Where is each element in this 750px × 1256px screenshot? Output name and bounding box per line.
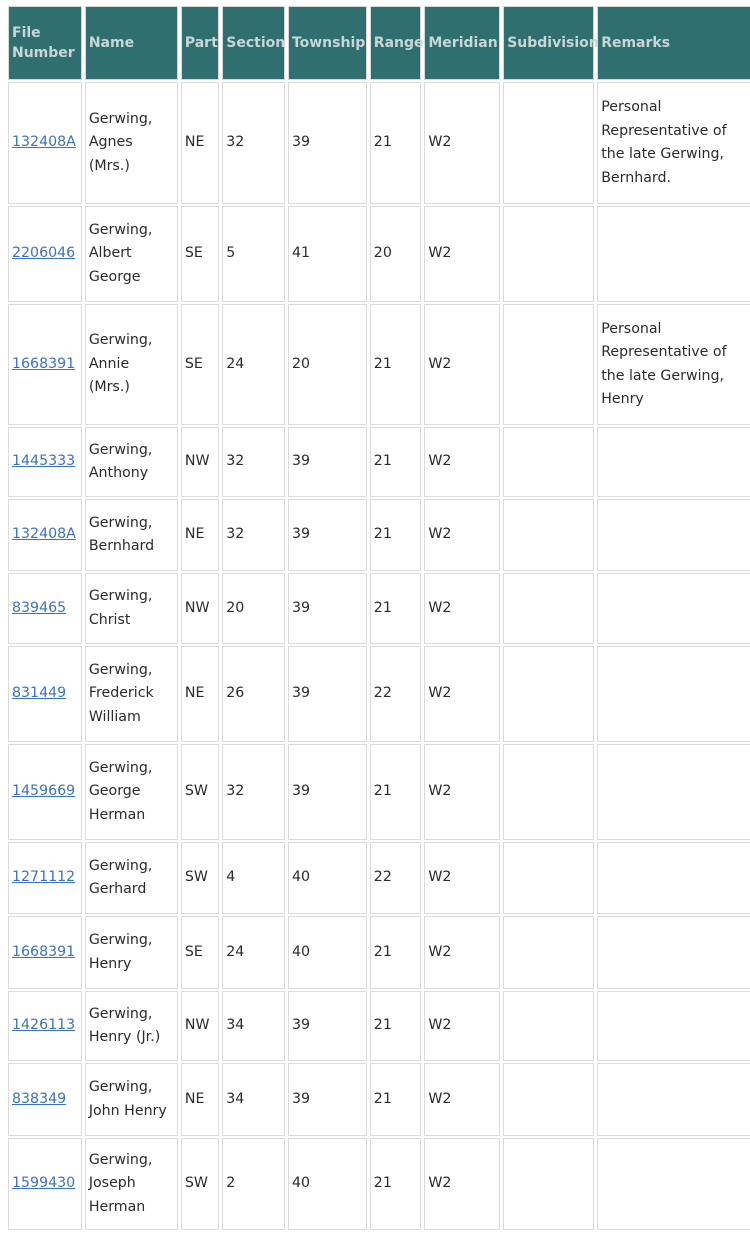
- subdivision-cell: [503, 744, 594, 840]
- range-cell: 21: [370, 991, 422, 1061]
- part-cell: NE: [181, 499, 219, 571]
- subdivision-cell: [503, 646, 594, 742]
- township-cell: 20: [288, 304, 367, 425]
- part-cell: SW: [181, 1138, 219, 1230]
- section-cell: 34: [222, 991, 285, 1061]
- township-cell: 39: [288, 427, 367, 497]
- file-number-cell: [8, 646, 82, 742]
- table-row: [8, 1063, 750, 1136]
- header-file-number: File Number: [8, 6, 82, 80]
- file-number-cell: [8, 916, 82, 989]
- table-row: [8, 916, 750, 989]
- township-cell: 39: [288, 991, 367, 1061]
- section-cell: 32: [222, 427, 285, 497]
- meridian-cell: W2: [424, 206, 500, 302]
- range-cell: 22: [370, 646, 422, 742]
- remarks-cell: [597, 1138, 750, 1230]
- file-number-link[interactable]: 1668391: [12, 355, 76, 372]
- section-cell: 32: [222, 499, 285, 571]
- name-cell: Gerwing, George Herman: [85, 744, 178, 840]
- table-row: [8, 991, 750, 1061]
- name-cell: Gerwing, Henry (Jr.): [85, 991, 178, 1061]
- file-number-cell: [8, 82, 82, 204]
- remarks-cell: [597, 916, 750, 989]
- subdivision-cell: [503, 1063, 594, 1136]
- remarks-cell: Personal Representative of the late Gerwing, Bernhard.: [597, 82, 750, 204]
- township-cell: 40: [288, 916, 367, 989]
- name-cell: Gerwing, Christ: [85, 573, 178, 644]
- range-cell: 21: [370, 1138, 422, 1230]
- part-cell: NE: [181, 1063, 219, 1136]
- file-number-cell: [8, 427, 82, 497]
- township-cell: 39: [288, 744, 367, 840]
- subdivision-cell: [503, 573, 594, 644]
- township-cell: 39: [288, 573, 367, 644]
- township-cell: 41: [288, 206, 367, 302]
- table-row: [8, 573, 750, 644]
- name-cell: Gerwing, Agnes (Mrs.): [85, 82, 178, 204]
- range-cell: 21: [370, 744, 422, 840]
- meridian-cell: W2: [424, 916, 500, 989]
- part-cell: SW: [181, 744, 219, 840]
- file-number-cell: [8, 1138, 82, 1230]
- name-cell: Gerwing, Annie (Mrs.): [85, 304, 178, 425]
- remarks-cell: [597, 991, 750, 1061]
- range-cell: 21: [370, 1063, 422, 1136]
- meridian-cell: W2: [424, 427, 500, 497]
- township-cell: 39: [288, 646, 367, 742]
- table-row: [8, 842, 750, 914]
- file-number-link[interactable]: 1445333: [12, 453, 76, 470]
- meridian-cell: W2: [424, 1063, 500, 1136]
- section-cell: 26: [222, 646, 285, 742]
- table-row: [8, 206, 750, 302]
- table-row: [8, 1138, 750, 1230]
- table-row: [8, 427, 750, 497]
- section-cell: 34: [222, 1063, 285, 1136]
- part-cell: NW: [181, 427, 219, 497]
- file-number-cell: [8, 1063, 82, 1136]
- part-cell: SE: [181, 206, 219, 302]
- header-remarks: Remarks: [597, 6, 750, 80]
- file-number-link[interactable]: 1426113: [12, 1017, 76, 1034]
- range-cell: 21: [370, 499, 422, 571]
- land-records-table: [5, 4, 750, 1232]
- meridian-cell: W2: [424, 646, 500, 742]
- file-number-cell: [8, 744, 82, 840]
- remarks-cell: [597, 646, 750, 742]
- name-cell: Gerwing, Albert George: [85, 206, 178, 302]
- file-number-cell: [8, 206, 82, 302]
- file-number-link[interactable]: 1271112: [12, 869, 76, 886]
- table-row: [8, 744, 750, 840]
- table-row: [8, 304, 750, 425]
- township-cell: 40: [288, 1138, 367, 1230]
- remarks-cell: [597, 427, 750, 497]
- subdivision-cell: [503, 842, 594, 914]
- name-cell: Gerwing, Joseph Herman: [85, 1138, 178, 1230]
- section-cell: 2: [222, 1138, 285, 1230]
- remarks-cell: [597, 744, 750, 840]
- file-number-link[interactable]: 1459669: [12, 783, 76, 800]
- table-row: [8, 82, 750, 204]
- part-cell: SW: [181, 842, 219, 914]
- file-number-link[interactable]: 132408A: [12, 526, 76, 543]
- range-cell: 22: [370, 842, 422, 914]
- meridian-cell: W2: [424, 573, 500, 644]
- range-cell: 21: [370, 82, 422, 204]
- meridian-cell: W2: [424, 991, 500, 1061]
- part-cell: NE: [181, 82, 219, 204]
- part-cell: NW: [181, 991, 219, 1061]
- remarks-cell: [597, 573, 750, 644]
- file-number-link[interactable]: 2206046: [12, 245, 76, 262]
- subdivision-cell: [503, 499, 594, 571]
- name-cell: Gerwing, Anthony: [85, 427, 178, 497]
- remarks-cell: [597, 1063, 750, 1136]
- header-row: [8, 6, 750, 80]
- meridian-cell: W2: [424, 744, 500, 840]
- table-row: [8, 499, 750, 571]
- meridian-cell: W2: [424, 1138, 500, 1230]
- range-cell: 21: [370, 573, 422, 644]
- remarks-cell: [597, 842, 750, 914]
- file-number-cell: [8, 573, 82, 644]
- township-cell: 39: [288, 499, 367, 571]
- subdivision-cell: [503, 82, 594, 204]
- part-cell: SE: [181, 304, 219, 425]
- part-cell: SE: [181, 916, 219, 989]
- township-cell: 39: [288, 82, 367, 204]
- section-cell: 5: [222, 206, 285, 302]
- name-cell: Gerwing, Bernhard: [85, 499, 178, 571]
- range-cell: 21: [370, 916, 422, 989]
- meridian-cell: W2: [424, 304, 500, 425]
- table-row: [8, 646, 750, 742]
- header-subdivision: Subdivision: [503, 6, 594, 80]
- subdivision-cell: [503, 1138, 594, 1230]
- subdivision-cell: [503, 916, 594, 989]
- name-cell: Gerwing, Gerhard: [85, 842, 178, 914]
- file-number-link[interactable]: 831449: [12, 685, 67, 702]
- header-meridian: Meridian: [424, 6, 500, 80]
- file-number-cell: [8, 991, 82, 1061]
- subdivision-cell: [503, 304, 594, 425]
- file-number-cell: [8, 842, 82, 914]
- header-name: Name: [85, 6, 178, 80]
- remarks-cell: [597, 499, 750, 571]
- remarks-cell: Personal Representative of the late Gerwing, Henry: [597, 304, 750, 425]
- part-cell: NW: [181, 573, 219, 644]
- file-number-link[interactable]: 1599430: [12, 1175, 76, 1192]
- file-number-link[interactable]: 132408A: [12, 134, 76, 151]
- header-range: Range: [370, 6, 422, 80]
- meridian-cell: W2: [424, 499, 500, 571]
- file-number-cell: [8, 304, 82, 425]
- range-cell: 20: [370, 206, 422, 302]
- file-number-link[interactable]: 838349: [12, 1090, 67, 1107]
- header-part: Part: [181, 6, 219, 80]
- meridian-cell: W2: [424, 82, 500, 204]
- name-cell: Gerwing, John Henry: [85, 1063, 178, 1136]
- section-cell: 4: [222, 842, 285, 914]
- township-cell: 39: [288, 1063, 367, 1136]
- section-cell: 32: [222, 744, 285, 840]
- township-cell: 40: [288, 842, 367, 914]
- section-cell: 24: [222, 916, 285, 989]
- header-township: Township: [288, 6, 367, 80]
- file-number-cell: [8, 499, 82, 571]
- range-cell: 21: [370, 427, 422, 497]
- range-cell: 21: [370, 304, 422, 425]
- section-cell: 24: [222, 304, 285, 425]
- name-cell: Gerwing, Henry: [85, 916, 178, 989]
- part-cell: NE: [181, 646, 219, 742]
- subdivision-cell: [503, 427, 594, 497]
- file-number-link[interactable]: 839465: [12, 599, 67, 616]
- section-cell: 32: [222, 82, 285, 204]
- meridian-cell: W2: [424, 842, 500, 914]
- section-cell: 20: [222, 573, 285, 644]
- file-number-link[interactable]: 1668391: [12, 943, 76, 960]
- name-cell: Gerwing, Frederick William: [85, 646, 178, 742]
- subdivision-cell: [503, 991, 594, 1061]
- header-section: Section: [222, 6, 285, 80]
- remarks-cell: [597, 206, 750, 302]
- subdivision-cell: [503, 206, 594, 302]
